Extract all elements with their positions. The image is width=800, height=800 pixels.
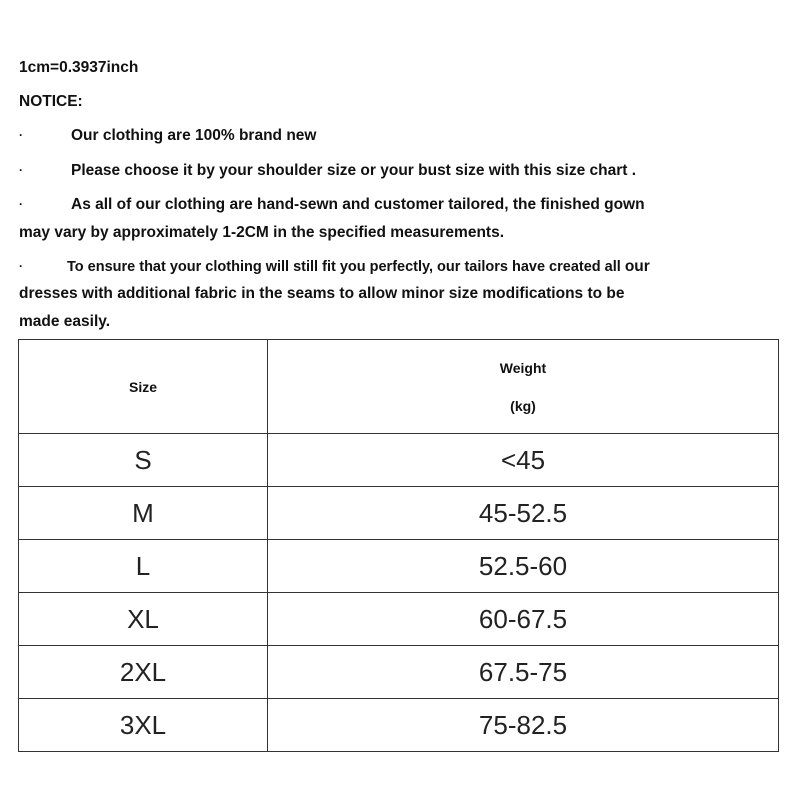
weight-cell: 75-82.5 [268, 699, 779, 752]
notice-title: NOTICE: [19, 93, 83, 110]
table-row [19, 487, 779, 540]
notice-3-line-1: As all of our clothing are hand-sewn and customer tailored, the finished gown [71, 196, 645, 213]
bullet-2: · [19, 163, 23, 177]
bullet-3: · [19, 197, 23, 211]
notice-3-line-2: may vary by approximately 1-2CM in the specified measurements. [19, 224, 504, 241]
table-row [19, 540, 779, 593]
table-row [19, 434, 779, 487]
header-weight [268, 340, 779, 434]
size-chart-table [18, 339, 779, 752]
size-cell: 3XL [19, 699, 268, 752]
weight-cell: 45-52.5 [268, 487, 779, 540]
header-size: Size [19, 340, 268, 434]
table-row [19, 699, 779, 752]
notice-1-line-1: Our clothing are 100% brand new [71, 127, 317, 144]
weight-cell: <45 [268, 434, 779, 487]
table-row [19, 646, 779, 699]
notice-2-line-1: Please choose it by your shoulder size or your bust size with this size chart . [71, 162, 637, 179]
header-weight-label: Weight [499, 359, 547, 376]
weight-cell: 67.5-75 [268, 646, 779, 699]
notice-4-line-1 [67, 258, 650, 276]
size-cell: L [19, 540, 268, 593]
notice-4-line-1-tail: our [624, 258, 650, 275]
size-cell: 2XL [19, 646, 268, 699]
notice-4-line-2: dresses with additional fabric in the seams to allow minor size modifications to be [19, 285, 625, 302]
bullet-4: · [19, 259, 23, 273]
table-header-row [19, 340, 779, 434]
size-cell: S [19, 434, 268, 487]
table-row [19, 593, 779, 646]
unit-conversion: 1cm=0.3937inch [19, 59, 139, 76]
size-cell: M [19, 487, 268, 540]
notice-4-line-1-text: To ensure that your clothing will still fit you perfectly, our tailors have created all [67, 259, 621, 275]
weight-cell: 60-67.5 [268, 593, 779, 646]
weight-cell: 52.5-60 [268, 540, 779, 593]
notice-4-line-3: made easily. [19, 313, 111, 330]
header-weight-unit: (kg) [510, 397, 536, 414]
size-cell: XL [19, 593, 268, 646]
bullet-1: · [19, 128, 23, 142]
